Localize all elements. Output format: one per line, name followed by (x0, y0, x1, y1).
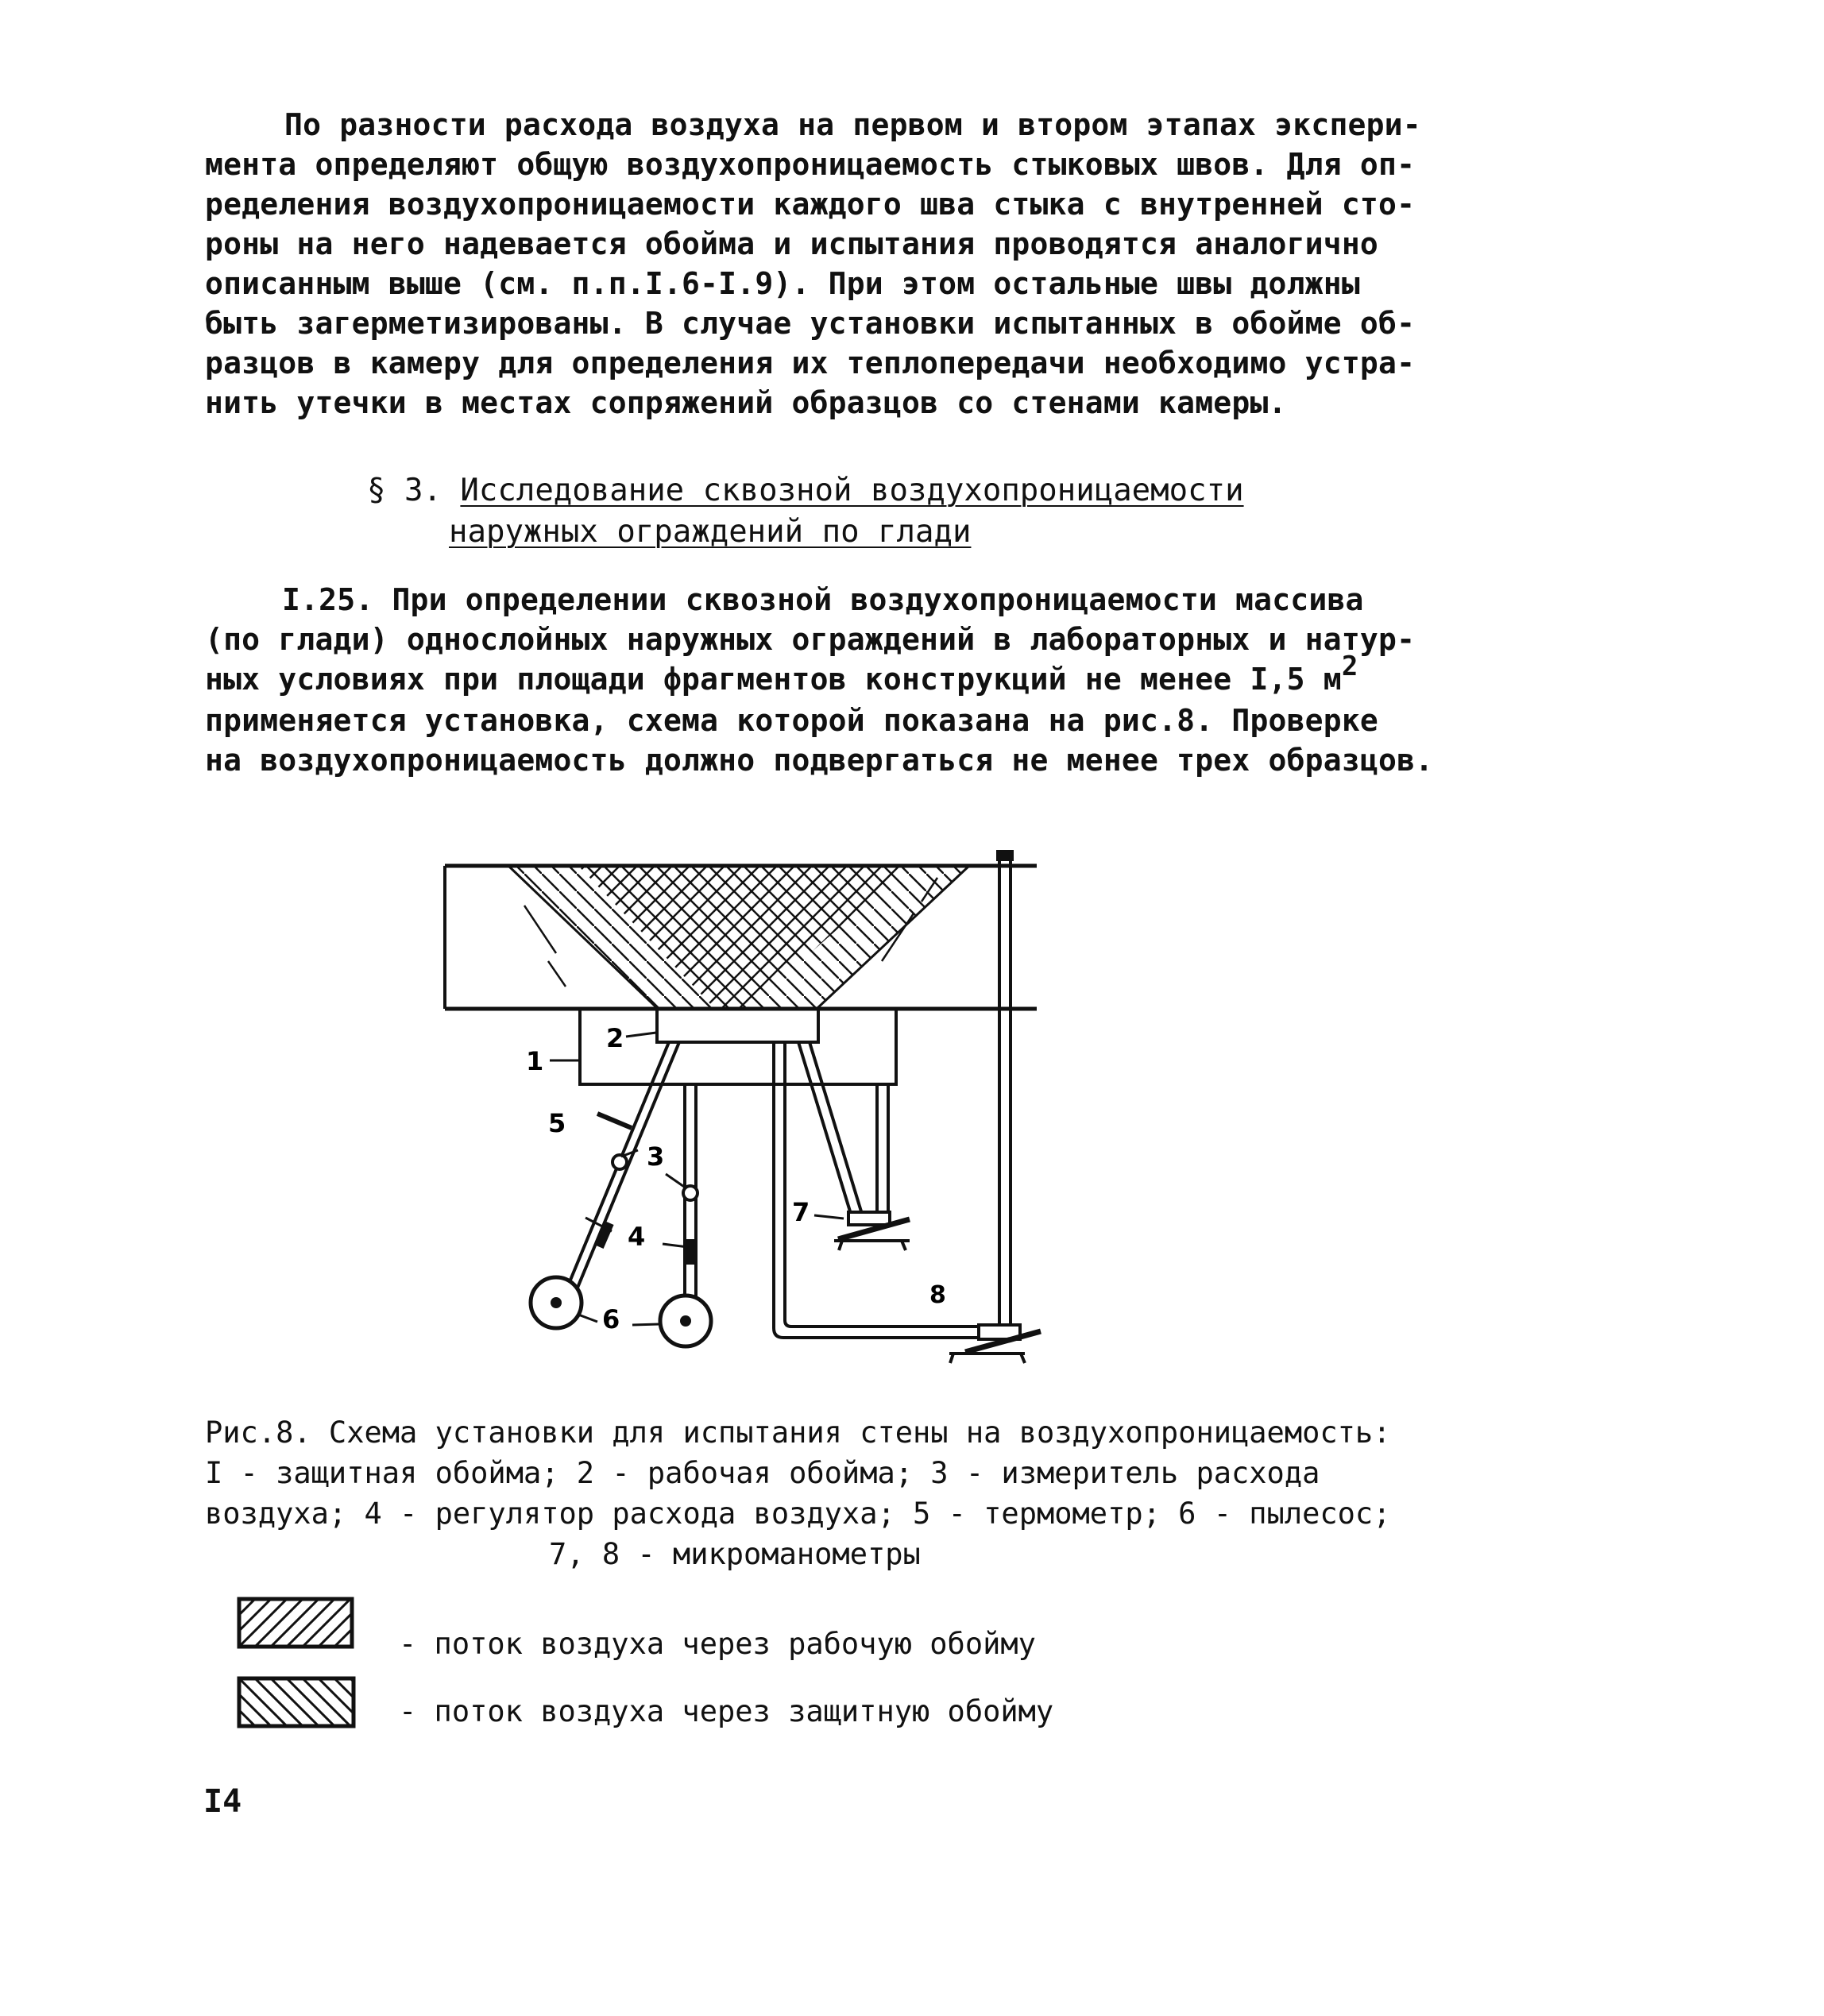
label-6: 6 (602, 1304, 620, 1334)
label-7: 7 (792, 1197, 810, 1227)
label-8: 8 (929, 1281, 946, 1309)
micromanometer-8 (949, 1325, 1041, 1363)
text-line: мента определяют общую воздухопроницаемость стыковых швов. Для оп- (205, 147, 1416, 182)
flow-meter-left (613, 1155, 627, 1169)
text-line: разцов в камеру для определения их теплопередачи необходимо устра- (205, 346, 1416, 380)
text-line: на воздухопроницаемость должно подвергаться не менее трех образцов. (205, 743, 1434, 778)
micromanometer-7 (834, 1212, 910, 1250)
manometer-line-8 (774, 1042, 985, 1338)
text-line: применяется установка, схема которой показана на рис.8. Проверке (205, 703, 1378, 738)
legend-label-working: - поток воздуха через рабочую обойму (399, 1627, 1036, 1661)
caption-line: воздуха; 4 - регулятор расхода воздуха; 5 - термометр; 6 - пылесос; (205, 1497, 1391, 1531)
caption-line: I - защитная обойма; 2 - рабочая обойма; 3 - измеритель расхода (205, 1456, 1320, 1490)
text-line: быть загерметизированы. В случае установки испытанных в обойме об- (205, 306, 1416, 341)
text-line: описанным выше (см. п.п.I.6-I.9). При этом остальные швы должны (205, 266, 1360, 301)
section-symbol: § 3. (367, 473, 442, 508)
text-line-body: ных условиях при площади фрагментов конструкций не менее I,5 м (205, 662, 1342, 697)
label-5: 5 (548, 1108, 566, 1138)
protective-holder (580, 1009, 896, 1084)
text-line: I.25. При определении сквозной воздухопроницаемости массива (282, 582, 1364, 617)
text-line: роны на него надевается обойма и испытания проводятся аналогично (205, 226, 1378, 261)
text-line: нить утечки в местах сопряжений образцов со стенами камеры. (205, 385, 1287, 420)
caption-line: Рис.8. Схема установки для испытания стены на воздухопроницаемость: (205, 1415, 1391, 1450)
vacuum-cleaner-left (531, 1277, 582, 1328)
figure-caption (205, 1412, 1390, 1574)
working-air-line (558, 1042, 679, 1311)
section-title-line1: Исследование сквозной воздухопроницаемости (460, 473, 1244, 508)
legend-swatch-protective (237, 1676, 356, 1728)
label-4: 4 (628, 1222, 646, 1252)
working-holder (657, 1009, 818, 1042)
legend-label-protective: - поток воздуха через защитную обойму (399, 1694, 1054, 1728)
manometer-line-7 (798, 1042, 888, 1211)
page-number: I4 (203, 1783, 242, 1820)
label-3: 3 (647, 1141, 665, 1172)
superscript: 2 (1341, 651, 1358, 682)
text-line: По разности расхода воздуха на первом и втором этапах экспери- (284, 107, 1421, 142)
flow-regulator-right (686, 1239, 694, 1265)
thermometer (597, 1114, 632, 1128)
label-2: 2 (606, 1023, 624, 1053)
wall-section (445, 850, 1037, 1333)
text-line: ределения воздухопроницаемости каждого шва стыка с внутренней сто- (205, 187, 1416, 222)
section-title-line2: наружных ограждений по глади (449, 514, 972, 550)
caption-line: 7, 8 - микроманометры (549, 1537, 921, 1571)
label-1: 1 (526, 1046, 544, 1076)
text-line: (по глади) однослойных наружных ограждений в лабораторных и натур- (205, 622, 1416, 657)
vacuum-cleaner-right (660, 1296, 711, 1346)
legend-swatch-working (237, 1597, 354, 1649)
